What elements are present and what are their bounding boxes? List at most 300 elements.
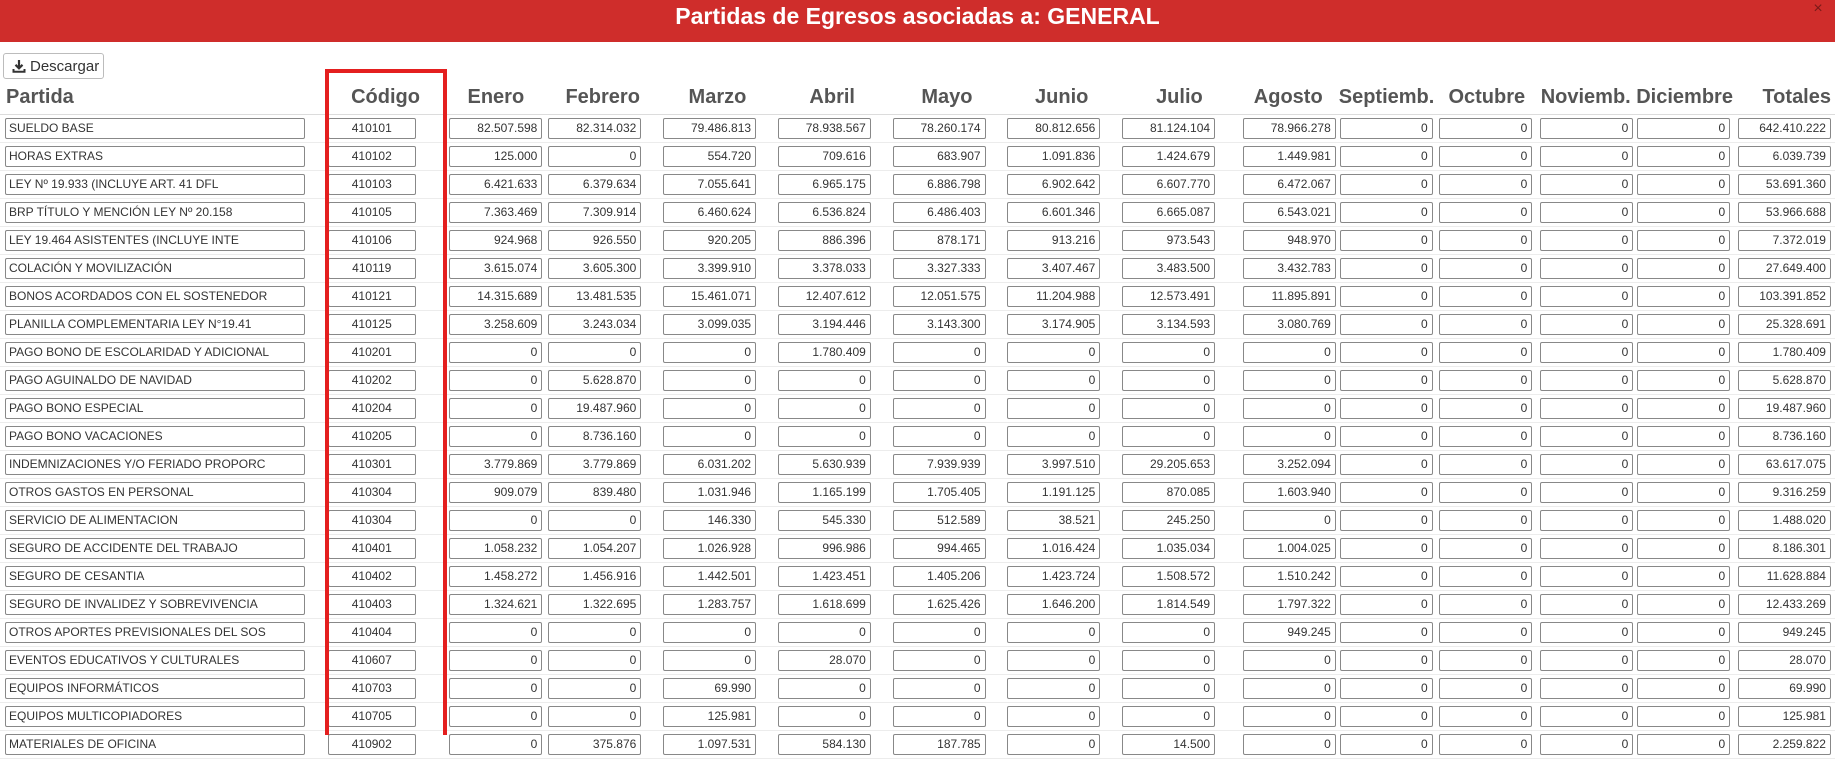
mayo-field[interactable]: 3.143.300 <box>893 314 986 335</box>
enero-field[interactable]: 82.507.598 <box>449 118 542 139</box>
marzo-field[interactable]: 0 <box>663 370 756 391</box>
marzo-field[interactable]: 3.099.035 <box>663 314 756 335</box>
diciembre-field[interactable]: 0 <box>1637 706 1730 727</box>
agosto-field[interactable]: 6.543.021 <box>1243 202 1336 223</box>
abril-field[interactable]: 78.938.567 <box>778 118 871 139</box>
diciembre-field[interactable]: 0 <box>1637 370 1730 391</box>
partida-field[interactable]: EVENTOS EDUCATIVOS Y CULTURALES <box>5 650 305 671</box>
agosto-field[interactable]: 0 <box>1243 426 1336 447</box>
partida-field[interactable]: HORAS EXTRAS <box>5 146 305 167</box>
noviembre-field[interactable]: 0 <box>1540 398 1633 419</box>
marzo-field[interactable]: 0 <box>663 398 756 419</box>
mayo-field[interactable]: 78.260.174 <box>893 118 986 139</box>
noviembre-field[interactable]: 0 <box>1540 118 1633 139</box>
enero-field[interactable]: 1.058.232 <box>449 538 542 559</box>
diciembre-field[interactable]: 0 <box>1637 538 1730 559</box>
junio-field[interactable]: 3.997.510 <box>1007 454 1100 475</box>
octubre-field[interactable]: 0 <box>1439 370 1532 391</box>
enero-field[interactable]: 3.258.609 <box>449 314 542 335</box>
septiembre-field[interactable]: 0 <box>1340 426 1433 447</box>
total-field[interactable]: 69.990 <box>1738 678 1831 699</box>
diciembre-field[interactable]: 0 <box>1637 566 1730 587</box>
partida-field[interactable]: LEY Nº 19.933 (INCLUYE ART. 41 DFL <box>5 174 305 195</box>
septiembre-field[interactable]: 0 <box>1340 342 1433 363</box>
septiembre-field[interactable]: 0 <box>1340 650 1433 671</box>
septiembre-field[interactable]: 0 <box>1340 314 1433 335</box>
marzo-field[interactable]: 69.990 <box>663 678 756 699</box>
enero-field[interactable]: 7.363.469 <box>449 202 542 223</box>
codigo-field[interactable]: 410902 <box>328 734 416 755</box>
mayo-field[interactable]: 187.785 <box>893 734 986 755</box>
septiembre-field[interactable]: 0 <box>1340 622 1433 643</box>
julio-field[interactable]: 81.124.104 <box>1122 118 1215 139</box>
codigo-field[interactable]: 410202 <box>328 370 416 391</box>
noviembre-field[interactable]: 0 <box>1540 538 1633 559</box>
mayo-field[interactable]: 1.405.206 <box>893 566 986 587</box>
diciembre-field[interactable]: 0 <box>1637 230 1730 251</box>
codigo-field[interactable]: 410125 <box>328 314 416 335</box>
marzo-field[interactable]: 125.981 <box>663 706 756 727</box>
mayo-field[interactable]: 683.907 <box>893 146 986 167</box>
agosto-field[interactable]: 948.970 <box>1243 230 1336 251</box>
partida-field[interactable]: MATERIALES DE OFICINA <box>5 734 305 755</box>
octubre-field[interactable]: 0 <box>1439 454 1532 475</box>
partida-field[interactable]: PAGO BONO VACACIONES <box>5 426 305 447</box>
diciembre-field[interactable]: 0 <box>1637 202 1730 223</box>
octubre-field[interactable]: 0 <box>1439 426 1532 447</box>
codigo-field[interactable]: 410403 <box>328 594 416 615</box>
abril-field[interactable]: 0 <box>778 370 871 391</box>
febrero-field[interactable]: 7.309.914 <box>548 202 641 223</box>
agosto-field[interactable]: 0 <box>1243 706 1336 727</box>
abril-field[interactable]: 1.165.199 <box>778 482 871 503</box>
codigo-field[interactable]: 410304 <box>328 482 416 503</box>
marzo-field[interactable]: 920.205 <box>663 230 756 251</box>
junio-field[interactable]: 0 <box>1007 650 1100 671</box>
enero-field[interactable]: 0 <box>449 706 542 727</box>
septiembre-field[interactable]: 0 <box>1340 510 1433 531</box>
total-field[interactable]: 28.070 <box>1738 650 1831 671</box>
septiembre-field[interactable]: 0 <box>1340 230 1433 251</box>
abril-field[interactable]: 1.618.699 <box>778 594 871 615</box>
febrero-field[interactable]: 82.314.032 <box>548 118 641 139</box>
enero-field[interactable]: 3.779.869 <box>449 454 542 475</box>
noviembre-field[interactable]: 0 <box>1540 174 1633 195</box>
marzo-field[interactable]: 6.031.202 <box>663 454 756 475</box>
noviembre-field[interactable]: 0 <box>1540 734 1633 755</box>
septiembre-field[interactable]: 0 <box>1340 538 1433 559</box>
octubre-field[interactable]: 0 <box>1439 594 1532 615</box>
noviembre-field[interactable]: 0 <box>1540 230 1633 251</box>
diciembre-field[interactable]: 0 <box>1637 678 1730 699</box>
codigo-field[interactable]: 410607 <box>328 650 416 671</box>
partida-field[interactable]: COLACIÓN Y MOVILIZACIÓN <box>5 258 305 279</box>
julio-field[interactable]: 6.665.087 <box>1122 202 1215 223</box>
download-button[interactable] <box>3 53 104 79</box>
octubre-field[interactable]: 0 <box>1439 538 1532 559</box>
septiembre-field[interactable]: 0 <box>1340 454 1433 475</box>
noviembre-field[interactable]: 0 <box>1540 286 1633 307</box>
diciembre-field[interactable]: 0 <box>1637 314 1730 335</box>
codigo-field[interactable]: 410304 <box>328 510 416 531</box>
julio-field[interactable]: 0 <box>1122 650 1215 671</box>
enero-field[interactable]: 0 <box>449 398 542 419</box>
junio-field[interactable]: 0 <box>1007 734 1100 755</box>
octubre-field[interactable]: 0 <box>1439 566 1532 587</box>
septiembre-field[interactable]: 0 <box>1340 174 1433 195</box>
abril-field[interactable]: 0 <box>778 426 871 447</box>
diciembre-field[interactable]: 0 <box>1637 398 1730 419</box>
mayo-field[interactable]: 3.327.333 <box>893 258 986 279</box>
mayo-field[interactable]: 12.051.575 <box>893 286 986 307</box>
mayo-field[interactable]: 0 <box>893 426 986 447</box>
agosto-field[interactable]: 0 <box>1243 510 1336 531</box>
octubre-field[interactable]: 0 <box>1439 146 1532 167</box>
codigo-field[interactable]: 410205 <box>328 426 416 447</box>
agosto-field[interactable]: 6.472.067 <box>1243 174 1336 195</box>
septiembre-field[interactable]: 0 <box>1340 258 1433 279</box>
octubre-field[interactable]: 0 <box>1439 286 1532 307</box>
abril-field[interactable]: 28.070 <box>778 650 871 671</box>
diciembre-field[interactable]: 0 <box>1637 258 1730 279</box>
total-field[interactable]: 12.433.269 <box>1738 594 1831 615</box>
enero-field[interactable]: 0 <box>449 510 542 531</box>
diciembre-field[interactable]: 0 <box>1637 594 1730 615</box>
septiembre-field[interactable]: 0 <box>1340 706 1433 727</box>
octubre-field[interactable]: 0 <box>1439 650 1532 671</box>
febrero-field[interactable]: 0 <box>548 146 641 167</box>
partida-field[interactable]: EQUIPOS INFORMÁTICOS <box>5 678 305 699</box>
total-field[interactable]: 7.372.019 <box>1738 230 1831 251</box>
diciembre-field[interactable]: 0 <box>1637 734 1730 755</box>
julio-field[interactable]: 3.483.500 <box>1122 258 1215 279</box>
noviembre-field[interactable]: 0 <box>1540 594 1633 615</box>
agosto-field[interactable]: 78.966.278 <box>1243 118 1336 139</box>
septiembre-field[interactable]: 0 <box>1340 370 1433 391</box>
julio-field[interactable]: 0 <box>1122 622 1215 643</box>
julio-field[interactable]: 12.573.491 <box>1122 286 1215 307</box>
agosto-field[interactable]: 1.004.025 <box>1243 538 1336 559</box>
marzo-field[interactable]: 15.461.071 <box>663 286 756 307</box>
octubre-field[interactable]: 0 <box>1439 202 1532 223</box>
mayo-field[interactable]: 6.886.798 <box>893 174 986 195</box>
agosto-field[interactable]: 949.245 <box>1243 622 1336 643</box>
total-field[interactable]: 53.691.360 <box>1738 174 1831 195</box>
enero-field[interactable]: 0 <box>449 342 542 363</box>
julio-field[interactable]: 870.085 <box>1122 482 1215 503</box>
marzo-field[interactable]: 0 <box>663 622 756 643</box>
octubre-field[interactable]: 0 <box>1439 314 1532 335</box>
septiembre-field[interactable]: 0 <box>1340 146 1433 167</box>
marzo-field[interactable]: 146.330 <box>663 510 756 531</box>
octubre-field[interactable]: 0 <box>1439 510 1532 531</box>
diciembre-field[interactable]: 0 <box>1637 454 1730 475</box>
febrero-field[interactable]: 0 <box>548 342 641 363</box>
partida-field[interactable]: EQUIPOS MULTICOPIADORES <box>5 706 305 727</box>
junio-field[interactable]: 1.646.200 <box>1007 594 1100 615</box>
febrero-field[interactable]: 8.736.160 <box>548 426 641 447</box>
septiembre-field[interactable]: 0 <box>1340 734 1433 755</box>
total-field[interactable]: 103.391.852 <box>1738 286 1831 307</box>
codigo-field[interactable]: 410401 <box>328 538 416 559</box>
septiembre-field[interactable]: 0 <box>1340 118 1433 139</box>
abril-field[interactable]: 584.130 <box>778 734 871 755</box>
enero-field[interactable]: 924.968 <box>449 230 542 251</box>
septiembre-field[interactable]: 0 <box>1340 594 1433 615</box>
total-field[interactable]: 9.316.259 <box>1738 482 1831 503</box>
agosto-field[interactable]: 0 <box>1243 342 1336 363</box>
mayo-field[interactable]: 994.465 <box>893 538 986 559</box>
febrero-field[interactable]: 19.487.960 <box>548 398 641 419</box>
total-field[interactable]: 25.328.691 <box>1738 314 1831 335</box>
junio-field[interactable]: 3.174.905 <box>1007 314 1100 335</box>
junio-field[interactable]: 6.601.346 <box>1007 202 1100 223</box>
codigo-field[interactable]: 410404 <box>328 622 416 643</box>
julio-field[interactable]: 0 <box>1122 426 1215 447</box>
total-field[interactable]: 1.488.020 <box>1738 510 1831 531</box>
abril-field[interactable]: 886.396 <box>778 230 871 251</box>
codigo-field[interactable]: 410101 <box>328 118 416 139</box>
total-field[interactable]: 8.186.301 <box>1738 538 1831 559</box>
abril-field[interactable]: 709.616 <box>778 146 871 167</box>
marzo-field[interactable]: 0 <box>663 426 756 447</box>
partida-field[interactable]: SERVICIO DE ALIMENTACION <box>5 510 305 531</box>
junio-field[interactable]: 0 <box>1007 622 1100 643</box>
marzo-field[interactable]: 79.486.813 <box>663 118 756 139</box>
julio-field[interactable]: 1.035.034 <box>1122 538 1215 559</box>
noviembre-field[interactable]: 0 <box>1540 622 1633 643</box>
mayo-field[interactable]: 6.486.403 <box>893 202 986 223</box>
partida-field[interactable]: OTROS APORTES PREVISIONALES DEL SOS <box>5 622 305 643</box>
octubre-field[interactable]: 0 <box>1439 230 1532 251</box>
mayo-field[interactable]: 1.705.405 <box>893 482 986 503</box>
total-field[interactable]: 6.039.739 <box>1738 146 1831 167</box>
septiembre-field[interactable]: 0 <box>1340 678 1433 699</box>
julio-field[interactable]: 1.424.679 <box>1122 146 1215 167</box>
noviembre-field[interactable]: 0 <box>1540 258 1633 279</box>
enero-field[interactable]: 909.079 <box>449 482 542 503</box>
agosto-field[interactable]: 1.603.940 <box>1243 482 1336 503</box>
abril-field[interactable]: 0 <box>778 398 871 419</box>
codigo-field[interactable]: 410105 <box>328 202 416 223</box>
mayo-field[interactable]: 0 <box>893 678 986 699</box>
febrero-field[interactable]: 375.876 <box>548 734 641 755</box>
enero-field[interactable]: 0 <box>449 622 542 643</box>
partida-field[interactable]: BONOS ACORDADOS CON EL SOSTENEDOR <box>5 286 305 307</box>
partida-field[interactable]: SEGURO DE ACCIDENTE DEL TRABAJO <box>5 538 305 559</box>
agosto-field[interactable]: 3.080.769 <box>1243 314 1336 335</box>
noviembre-field[interactable]: 0 <box>1540 454 1633 475</box>
julio-field[interactable]: 1.508.572 <box>1122 566 1215 587</box>
marzo-field[interactable]: 554.720 <box>663 146 756 167</box>
mayo-field[interactable]: 0 <box>893 650 986 671</box>
diciembre-field[interactable]: 0 <box>1637 426 1730 447</box>
junio-field[interactable]: 11.204.988 <box>1007 286 1100 307</box>
febrero-field[interactable]: 0 <box>548 706 641 727</box>
codigo-field[interactable]: 410201 <box>328 342 416 363</box>
codigo-field[interactable]: 410204 <box>328 398 416 419</box>
septiembre-field[interactable]: 0 <box>1340 202 1433 223</box>
julio-field[interactable]: 973.543 <box>1122 230 1215 251</box>
mayo-field[interactable]: 512.589 <box>893 510 986 531</box>
total-field[interactable]: 5.628.870 <box>1738 370 1831 391</box>
noviembre-field[interactable]: 0 <box>1540 650 1633 671</box>
septiembre-field[interactable]: 0 <box>1340 286 1433 307</box>
febrero-field[interactable]: 3.243.034 <box>548 314 641 335</box>
octubre-field[interactable]: 0 <box>1439 398 1532 419</box>
enero-field[interactable]: 1.458.272 <box>449 566 542 587</box>
partida-field[interactable]: SUELDO BASE <box>5 118 305 139</box>
julio-field[interactable]: 1.814.549 <box>1122 594 1215 615</box>
abril-field[interactable]: 996.986 <box>778 538 871 559</box>
febrero-field[interactable]: 0 <box>548 622 641 643</box>
febrero-field[interactable]: 13.481.535 <box>548 286 641 307</box>
agosto-field[interactable]: 11.895.891 <box>1243 286 1336 307</box>
total-field[interactable]: 1.780.409 <box>1738 342 1831 363</box>
marzo-field[interactable]: 1.031.946 <box>663 482 756 503</box>
noviembre-field[interactable]: 0 <box>1540 370 1633 391</box>
enero-field[interactable]: 3.615.074 <box>449 258 542 279</box>
junio-field[interactable]: 0 <box>1007 706 1100 727</box>
partida-field[interactable]: SEGURO DE CESANTIA <box>5 566 305 587</box>
enero-field[interactable]: 14.315.689 <box>449 286 542 307</box>
enero-field[interactable]: 0 <box>449 426 542 447</box>
julio-field[interactable]: 3.134.593 <box>1122 314 1215 335</box>
marzo-field[interactable]: 3.399.910 <box>663 258 756 279</box>
partida-field[interactable]: SEGURO DE INVALIDEZ Y SOBREVIVENCIA <box>5 594 305 615</box>
junio-field[interactable]: 3.407.467 <box>1007 258 1100 279</box>
diciembre-field[interactable]: 0 <box>1637 146 1730 167</box>
enero-field[interactable]: 0 <box>449 678 542 699</box>
junio-field[interactable]: 0 <box>1007 426 1100 447</box>
junio-field[interactable]: 913.216 <box>1007 230 1100 251</box>
total-field[interactable]: 2.259.822 <box>1738 734 1831 755</box>
septiembre-field[interactable]: 0 <box>1340 566 1433 587</box>
marzo-field[interactable]: 7.055.641 <box>663 174 756 195</box>
junio-field[interactable]: 0 <box>1007 398 1100 419</box>
febrero-field[interactable]: 0 <box>548 510 641 531</box>
mayo-field[interactable]: 1.625.426 <box>893 594 986 615</box>
marzo-field[interactable]: 1.442.501 <box>663 566 756 587</box>
junio-field[interactable]: 1.091.836 <box>1007 146 1100 167</box>
noviembre-field[interactable]: 0 <box>1540 426 1633 447</box>
noviembre-field[interactable]: 0 <box>1540 510 1633 531</box>
abril-field[interactable]: 3.194.446 <box>778 314 871 335</box>
total-field[interactable]: 125.981 <box>1738 706 1831 727</box>
partida-field[interactable]: PAGO AGUINALDO DE NAVIDAD <box>5 370 305 391</box>
agosto-field[interactable]: 1.449.981 <box>1243 146 1336 167</box>
marzo-field[interactable]: 0 <box>663 342 756 363</box>
diciembre-field[interactable]: 0 <box>1637 174 1730 195</box>
noviembre-field[interactable]: 0 <box>1540 202 1633 223</box>
octubre-field[interactable]: 0 <box>1439 622 1532 643</box>
julio-field[interactable]: 29.205.653 <box>1122 454 1215 475</box>
junio-field[interactable]: 0 <box>1007 342 1100 363</box>
diciembre-field[interactable]: 0 <box>1637 650 1730 671</box>
total-field[interactable]: 27.649.400 <box>1738 258 1831 279</box>
partida-field[interactable]: LEY 19.464 ASISTENTES (INCLUYE INTE <box>5 230 305 251</box>
agosto-field[interactable]: 3.432.783 <box>1243 258 1336 279</box>
mayo-field[interactable]: 0 <box>893 706 986 727</box>
abril-field[interactable]: 5.630.939 <box>778 454 871 475</box>
mayo-field[interactable]: 0 <box>893 370 986 391</box>
junio-field[interactable]: 0 <box>1007 678 1100 699</box>
octubre-field[interactable]: 0 <box>1439 734 1532 755</box>
junio-field[interactable]: 1.423.724 <box>1007 566 1100 587</box>
junio-field[interactable]: 80.812.656 <box>1007 118 1100 139</box>
junio-field[interactable]: 1.016.424 <box>1007 538 1100 559</box>
febrero-field[interactable]: 839.480 <box>548 482 641 503</box>
julio-field[interactable]: 0 <box>1122 370 1215 391</box>
febrero-field[interactable]: 1.322.695 <box>548 594 641 615</box>
marzo-field[interactable]: 6.460.624 <box>663 202 756 223</box>
junio-field[interactable]: 0 <box>1007 370 1100 391</box>
octubre-field[interactable]: 0 <box>1439 678 1532 699</box>
agosto-field[interactable]: 1.510.242 <box>1243 566 1336 587</box>
abril-field[interactable]: 12.407.612 <box>778 286 871 307</box>
febrero-field[interactable]: 926.550 <box>548 230 641 251</box>
codigo-field[interactable]: 410102 <box>328 146 416 167</box>
total-field[interactable]: 63.617.075 <box>1738 454 1831 475</box>
diciembre-field[interactable]: 0 <box>1637 622 1730 643</box>
partida-field[interactable]: BRP TÍTULO Y MENCIÓN LEY Nº 20.158 <box>5 202 305 223</box>
mayo-field[interactable]: 0 <box>893 398 986 419</box>
marzo-field[interactable]: 1.283.757 <box>663 594 756 615</box>
marzo-field[interactable]: 0 <box>663 650 756 671</box>
total-field[interactable]: 642.410.222 <box>1738 118 1831 139</box>
febrero-field[interactable]: 1.054.207 <box>548 538 641 559</box>
abril-field[interactable]: 1.780.409 <box>778 342 871 363</box>
agosto-field[interactable]: 0 <box>1243 370 1336 391</box>
agosto-field[interactable]: 3.252.094 <box>1243 454 1336 475</box>
julio-field[interactable]: 14.500 <box>1122 734 1215 755</box>
codigo-field[interactable]: 410119 <box>328 258 416 279</box>
octubre-field[interactable]: 0 <box>1439 258 1532 279</box>
abril-field[interactable]: 6.536.824 <box>778 202 871 223</box>
febrero-field[interactable]: 5.628.870 <box>548 370 641 391</box>
abril-field[interactable]: 1.423.451 <box>778 566 871 587</box>
diciembre-field[interactable]: 0 <box>1637 342 1730 363</box>
noviembre-field[interactable]: 0 <box>1540 146 1633 167</box>
noviembre-field[interactable]: 0 <box>1540 314 1633 335</box>
total-field[interactable]: 53.966.688 <box>1738 202 1831 223</box>
mayo-field[interactable]: 0 <box>893 622 986 643</box>
febrero-field[interactable]: 0 <box>548 650 641 671</box>
noviembre-field[interactable]: 0 <box>1540 342 1633 363</box>
mayo-field[interactable]: 0 <box>893 342 986 363</box>
julio-field[interactable]: 0 <box>1122 342 1215 363</box>
septiembre-field[interactable]: 0 <box>1340 398 1433 419</box>
julio-field[interactable]: 6.607.770 <box>1122 174 1215 195</box>
codigo-field[interactable]: 410705 <box>328 706 416 727</box>
junio-field[interactable]: 38.521 <box>1007 510 1100 531</box>
diciembre-field[interactable]: 0 <box>1637 482 1730 503</box>
close-icon[interactable]: × <box>1813 0 1823 17</box>
partida-field[interactable]: PAGO BONO DE ESCOLARIDAD Y ADICIONAL <box>5 342 305 363</box>
diciembre-field[interactable]: 0 <box>1637 286 1730 307</box>
agosto-field[interactable]: 0 <box>1243 734 1336 755</box>
agosto-field[interactable]: 1.797.322 <box>1243 594 1336 615</box>
partida-field[interactable]: OTROS GASTOS EN PERSONAL <box>5 482 305 503</box>
julio-field[interactable]: 245.250 <box>1122 510 1215 531</box>
abril-field[interactable]: 3.378.033 <box>778 258 871 279</box>
octubre-field[interactable]: 0 <box>1439 482 1532 503</box>
noviembre-field[interactable]: 0 <box>1540 678 1633 699</box>
total-field[interactable]: 19.487.960 <box>1738 398 1831 419</box>
febrero-field[interactable]: 3.779.869 <box>548 454 641 475</box>
diciembre-field[interactable]: 0 <box>1637 510 1730 531</box>
total-field[interactable]: 8.736.160 <box>1738 426 1831 447</box>
